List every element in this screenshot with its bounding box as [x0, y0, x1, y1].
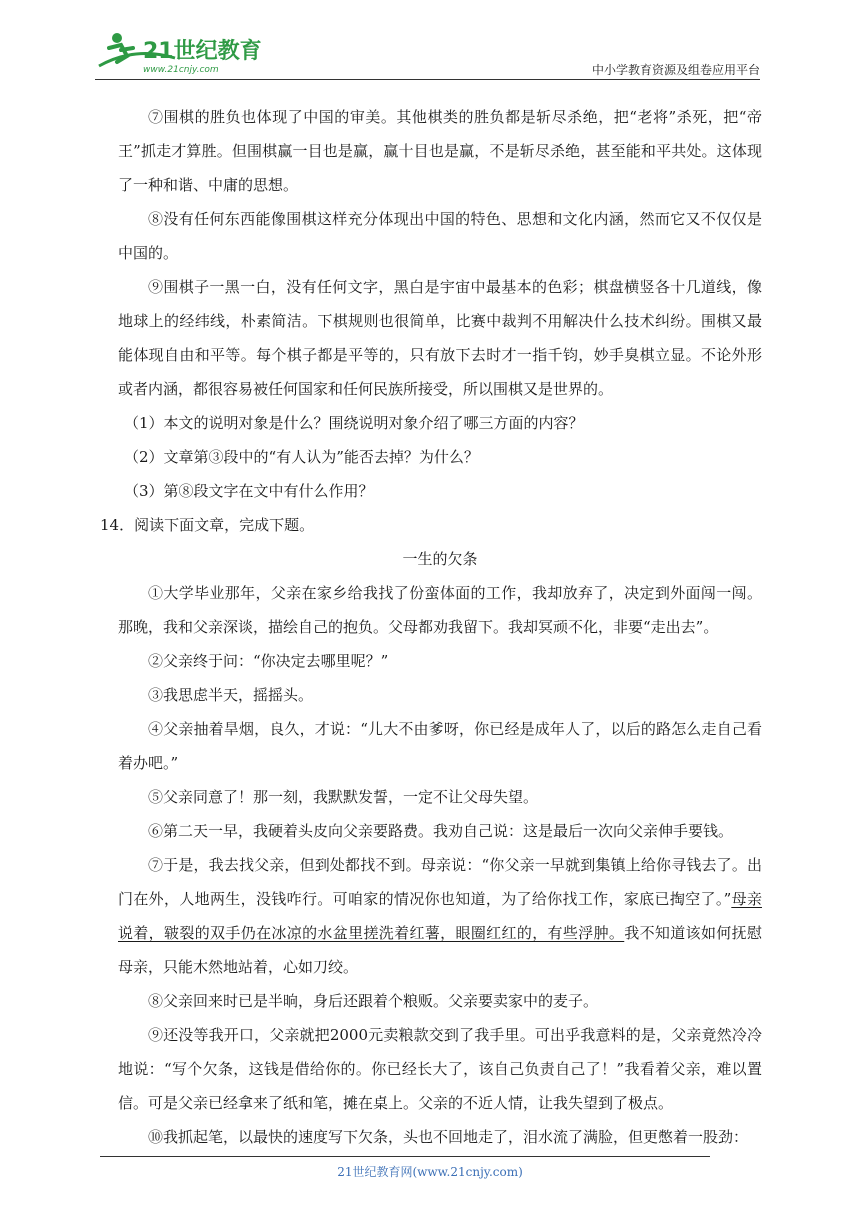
article-paragraph-3: ③我思虑半天，摇摇头。 — [148, 686, 314, 704]
logo-url: www.21cnjy.com — [143, 65, 219, 75]
article-paragraph-5: ⑤父亲同意了！那一刻，我默默发誓，一定不让父母失望。 — [148, 788, 539, 806]
article-paragraph-7 — [118, 848, 762, 984]
article-paragraph-2: ②父亲终于问：“你决定去哪里呢？” — [148, 652, 389, 670]
paragraph-7: ⑦围棋的胜负也体现了中国的审美。其他棋类的胜负都是斩尽杀绝，把“老将”杀死，把“帝王”抓走才算胜。但围棋赢一目也是赢，赢十目也是赢，不是斩尽杀绝，甚至能和平共处。这体现了一种和谐、中庸的思想。 — [118, 108, 762, 194]
header-divider — [95, 79, 760, 80]
logo-21cnjy — [95, 28, 265, 76]
logo-text: 21世纪教育 — [143, 39, 262, 64]
question-3: （3）第⑧段文字在文中有什么作用？ — [124, 482, 374, 500]
platform-name: 中小学教育资源及组卷应用平台 — [591, 63, 760, 77]
question-2: （2）文章第③段中的“有人认为”能否去掉？为什么？ — [124, 448, 479, 466]
paragraph-9: ⑨围棋子一黑一白，没有任何文字，黑白是宇宙中最基本的色彩；棋盘横竖各十几道线，像地球上的经纬线，朴素简洁。下棋规则也很简单，比赛中裁判不用解决什么技术纠纷。围棋又最能体现自由和平等。每个棋子都是平等的，只有放下去时才一指千钧，妙手臭棋立显。不论外形或者内涵，都很容易被任何国家和任何民族所接受，所以围棋又是世界的。 — [118, 278, 762, 398]
page-header — [95, 28, 760, 80]
question-14-stem: 14．阅读下面文章，完成下题。 — [100, 516, 315, 534]
article-title: 一生的欠条 — [402, 550, 478, 568]
paragraph-7-tail: 我不知道该如何抚慰母亲，只能木然地站着，心如刀绞。 — [118, 924, 762, 976]
article-paragraph-4: ④父亲抽着旱烟，良久，才说：“儿大不由爹呀，你已经是成年人了，以后的路怎么走自己看着办吧。” — [118, 720, 762, 772]
underlined-sentence: 母亲说着，皲裂的双手仍在冰凉的水盆里搓洗着红薯，眼圈红红的，有些浮肿。 — [118, 890, 762, 942]
article-paragraph-1: ①大学毕业那年，父亲在家乡给我找了份蛮体面的工作，我却放弃了，决定到外面闯一闯。那晚，我和父亲深谈，描绘自己的抱负。父母都劝我留下。我却冥顽不化，非要“走出去”。 — [118, 584, 762, 636]
article-paragraph-10: ⑩我抓起笔，以最快的速度写下欠条，头也不回地走了，泪水流了满脸，但更憋着一股劲： — [148, 1128, 749, 1146]
paragraph-8: ⑧没有任何东西能像围棋这样充分体现出中国的特色、思想和文化内涵，然而它又不仅仅是中国的。 — [118, 210, 762, 262]
question-1: （1）本文的说明对象是什么？围绕说明对象介绍了哪三方面的内容？ — [124, 414, 584, 432]
article-paragraph-9: ⑨还没等我开口，父亲就把2000元卖粮款交到了我手里。可出乎我意料的是，父亲竟然冷冷地说：“写个欠条，这钱是借给你的。你已经长大了，该自己负责自己了！”我看着父亲，难以置信。可是父亲已经拿来了纸和笔，摊在桌上。父亲的不近人情，让我失望到了极点。 — [118, 1026, 762, 1112]
footer-divider — [100, 1156, 710, 1157]
paragraph-7-text: ⑦于是，我去找父亲，但到处都找不到。母亲说：“你父亲一早就到集镇上给你寻钱去了。出门在外，人地两生，没钱咋行。可咱家的情况你也知道，为了给你找工作，家底已掏空了。” — [118, 856, 762, 908]
document-body — [100, 100, 762, 1154]
footer-source[interactable]: 21世纪教育网(www.21cnjy.com) — [337, 1165, 523, 1179]
article-paragraph-8: ⑧父亲回来时已是半晌，身后还跟着个粮贩。父亲要卖家中的麦子。 — [148, 992, 599, 1010]
article-paragraph-6: ⑥第二天一早，我硬着头皮向父亲要路费。我劝自己说：这是最后一次向父亲伸手要钱。 — [148, 822, 734, 840]
